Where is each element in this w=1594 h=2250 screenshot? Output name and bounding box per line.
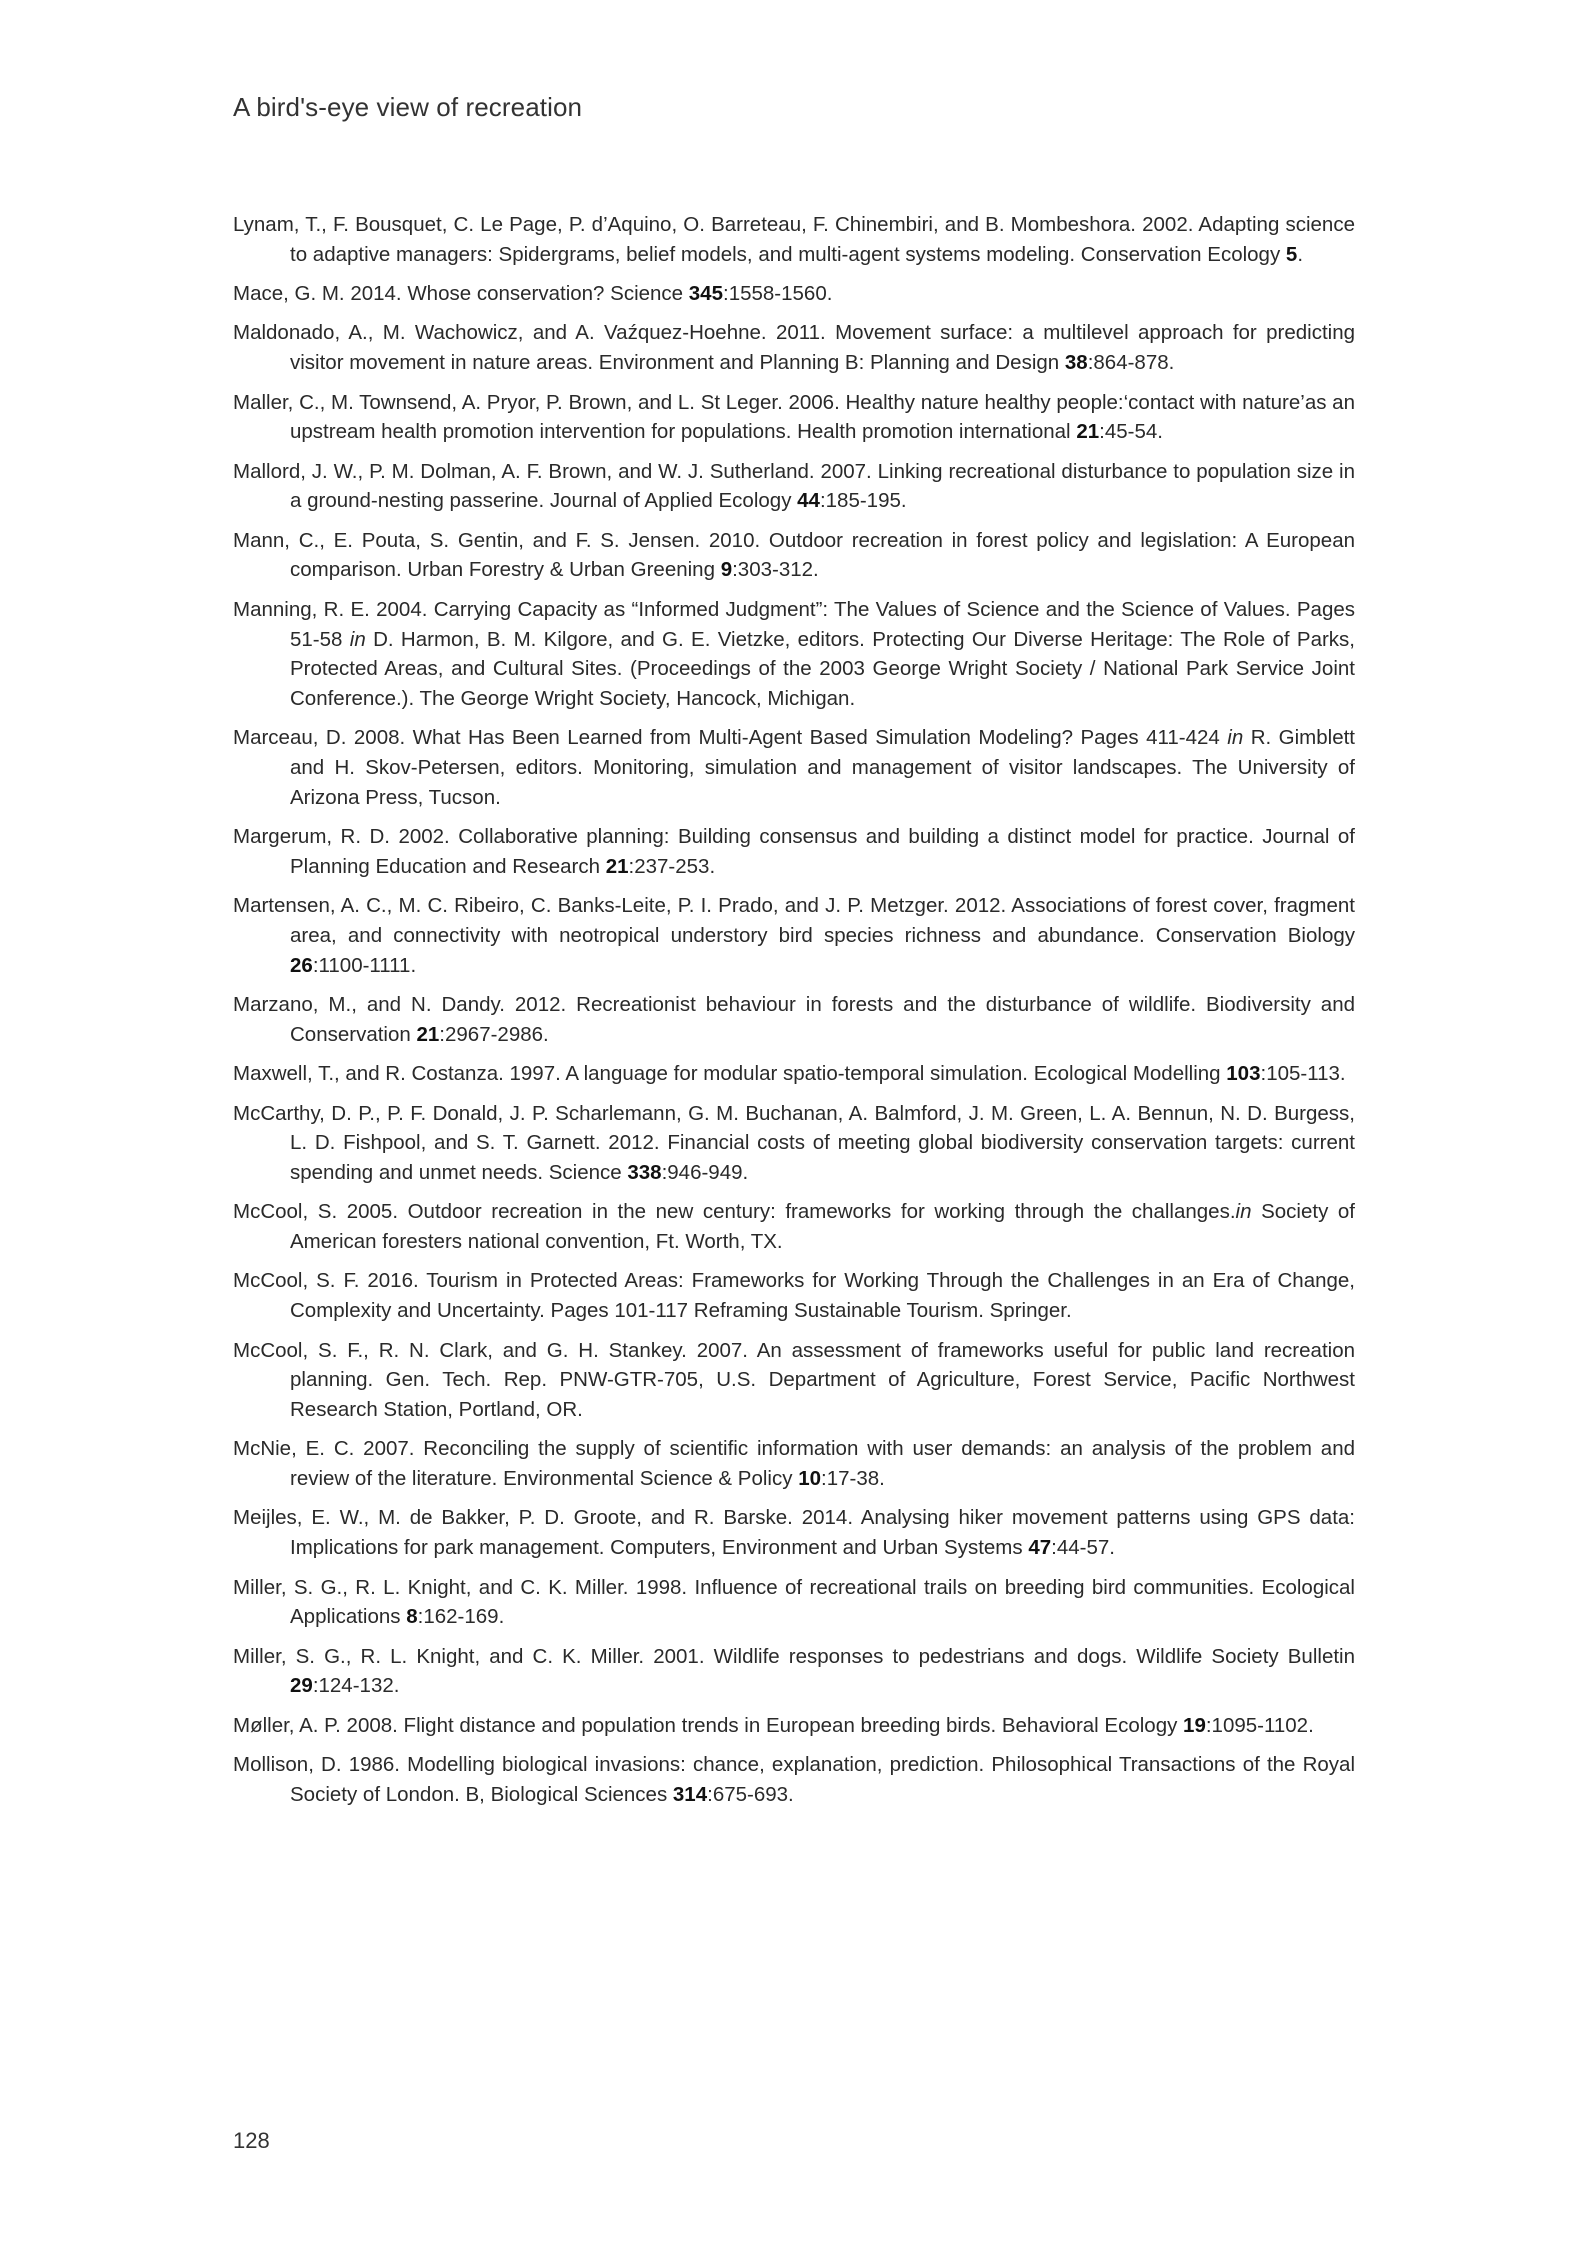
volume-number: 21 (1076, 420, 1100, 444)
reference-text: :185-195. (819, 489, 907, 513)
reference-entry (233, 1099, 1355, 1188)
reference-text: McCool, S. 2005. Outdoor recreation in the new century: frameworks for working through the challanges. (233, 1200, 1236, 1224)
reference-text: :1100-1111. (312, 953, 417, 977)
reference-text: Maxwell, T., and R. Costanza. 1997. A language for modular spatio-temporal simulation. Ecological Modelling (233, 1062, 1227, 1086)
reference-text: Mace, G. M. 2014. Whose conservation? Science (233, 282, 689, 306)
reference-text: :45-54. (1099, 420, 1163, 444)
reference-text: Mann, C., E. Pouta, S. Gentin, and F. S. Jensen. 2010. Outdoor recreation in forest policy and legislation: A European comparison. Urban Forestry & Urban Greening (233, 528, 1355, 582)
reference-entry (233, 388, 1355, 447)
volume-number: 21 (416, 1022, 440, 1046)
reference-text: Margerum, R. D. 2002. Collaborative planning: Building consensus and building a distinct model for practice. Journal of Planning Education and Research (233, 825, 1355, 878)
reference-text: :105-113. (1260, 1062, 1346, 1086)
reference-text: McCarthy, D. P., P. F. Donald, J. P. Scharlemann, G. M. Buchanan, A. Balmford, J. M. Green, L. A. Bennun, N. D. Burgess, L. D. Fishpool, and S. T. Garnett. 2012. Financial costs of meeting global biodiversity conservation targets: current spending and unmet needs. Science (233, 1101, 1355, 1184)
reference-entry (233, 1434, 1355, 1493)
volume-number: 44 (797, 489, 820, 513)
reference-text: Møller, A. P. 2008. Flight distance and population trends in European breeding birds. Behavioral Ecology (233, 1713, 1184, 1737)
reference-text: :1095-1102. (1205, 1713, 1314, 1737)
volume-number: 47 (1028, 1536, 1052, 1560)
reference-text: D. Harmon, B. M. Kilgore, and G. E. Vietzke, editors. Protecting Our Diverse Heritage: The Role of Parks, Protected Areas, and Cultural Sites. (Proceedings of the 2003 George Wright Society / National Park Service Joint Conference.). The George Wright Society, Hancock, Michigan. (290, 627, 1355, 710)
volume-number: 8 (406, 1605, 418, 1629)
italic-in: in (1227, 726, 1244, 750)
volume-number: 19 (1183, 1713, 1206, 1737)
reference-entry (233, 990, 1355, 1049)
reference-text: Lynam, T., F. Bousquet, C. Le Page, P. d’Aquino, O. Barreteau, F. Chinembiri, and B. Mombeshora. 2002. Adapting science to adaptive managers: Spidergrams, belief models, and multi-agent systems modeling. Conservation Ecology (233, 213, 1355, 266)
reference-text: Marceau, D. 2008. What Has Been Learned from Multi-Agent Based Simulation Modeling? Pages 411-424 (233, 726, 1228, 750)
reference-entry (233, 822, 1355, 881)
reference-text: :2967-2986. (439, 1022, 549, 1046)
volume-number: 5 (1285, 242, 1298, 266)
reference-text: Mallord, J. W., P. M. Dolman, A. F. Brown, and W. J. Sutherland. 2007. Linking recreational disturbance to population size in a ground-nesting passerine. Journal of Applied Ecology (233, 459, 1355, 513)
italic-in: in (1235, 1200, 1252, 1224)
reference-text: Society of American foresters national convention, Ft. Worth, TX. (290, 1200, 1355, 1254)
reference-entry (233, 526, 1355, 585)
reference-entry (233, 1266, 1355, 1325)
reference-text: :17-38. (821, 1467, 885, 1491)
reference-text: Maller, C., M. Townsend, A. Pryor, P. Brown, and L. St Leger. 2006. Healthy nature healthy people:‘contact with nature’as an upstream health promotion intervention for populations. Health promotion international (233, 390, 1355, 444)
reference-text: :1558-1560. (723, 282, 833, 306)
reference-entry (233, 891, 1355, 980)
reference-text: Marzano, M., and N. Dandy. 2012. Recreationist behaviour in forests and the disturbance of wildlife. Biodiversity and Conservation (233, 993, 1355, 1046)
italic-in: in (349, 627, 366, 651)
reference-text: :237-253. (628, 854, 716, 878)
reference-text: Maldonado, A., M. Wachowicz, and A. Vaźquez-Hoehne. 2011. Movement surface: a multilevel approach for predicting visitor movement in nature areas. Environment and Planning B: Planning and Design (233, 321, 1355, 375)
reference-text: :124-132. (312, 1674, 400, 1698)
reference-text: :44-57. (1051, 1536, 1115, 1560)
reference-entry (233, 1503, 1355, 1562)
volume-number: 338 (627, 1160, 662, 1184)
volume-number: 26 (290, 953, 313, 977)
reference-entry (233, 1642, 1355, 1701)
reference-text: Mollison, D. 1986. Modelling biological invasions: chance, explanation, prediction. Philosophical Transactions of the Royal Society of London. B, Biological Sciences (233, 1753, 1355, 1806)
reference-entry (233, 1573, 1355, 1632)
reference-text: :162-169. (417, 1605, 505, 1629)
page-number: 128 (233, 2128, 270, 2153)
reference-entry (233, 1059, 1355, 1089)
reference-text: Meijles, E. W., M. de Bakker, P. D. Groote, and R. Barske. 2014. Analysing hiker movement patterns using GPS data: Implications for park management. Computers, Environment and Urban Systems (233, 1506, 1355, 1560)
volume-number: 103 (1226, 1062, 1261, 1086)
reference-text: McCool, S. F., R. N. Clark, and G. H. Stankey. 2007. An assessment of frameworks useful for public land recreation planning. Gen. Tech. Rep. PNW-GTR-705, U.S. Department of Agriculture, Forest Service, Pacific Northwest Research Station, Portland, OR. (233, 1338, 1355, 1421)
reference-text: McCool, S. F. 2016. Tourism in Protected Areas: Frameworks for Working Through the Challenges in an Era of Change, Complexity and Uncertainty. Pages 101-117 Reframing Sustainable Tourism. Springer. (233, 1269, 1355, 1323)
reference-list (233, 210, 1355, 1819)
reference-entry (233, 279, 1355, 309)
volume-number: 29 (290, 1674, 313, 1698)
reference-entry (233, 595, 1355, 714)
reference-entry (233, 457, 1355, 516)
volume-number: 314 (672, 1782, 708, 1806)
reference-text: :675-693. (707, 1782, 794, 1806)
volume-number: 9 (720, 558, 733, 582)
running-header: A bird's-eye view of recreation (233, 92, 583, 122)
reference-text: Miller, S. G., R. L. Knight, and C. K. Miller. 2001. Wildlife responses to pedestrians and dogs. Wildlife Society Bulletin (233, 1644, 1355, 1668)
reference-entry (233, 1711, 1355, 1741)
reference-text: :303-312. (732, 558, 819, 582)
reference-text: R. Gimblett and H. Skov-Petersen, editors. Monitoring, simulation and management of visitor landscapes. The University of Arizona Press, Tucson. (290, 726, 1356, 809)
reference-text: McNie, E. C. 2007. Reconciling the supply of scientific information with user demands: an analysis of the problem and review of the literature. Environmental Science & Policy (233, 1437, 1355, 1491)
reference-text: Manning, R. E. 2004. Carrying Capacity as “Informed Judgment”: The Values of Science and the Science of Values. Pages 51-58 (233, 597, 1355, 651)
volume-number: 345 (688, 282, 723, 306)
reference-text: :946-949. (661, 1160, 749, 1184)
reference-entry (233, 318, 1355, 377)
reference-text: Miller, S. G., R. L. Knight, and C. K. Miller. 1998. Influence of recreational trails on breeding bird communities. Ecological Applications (233, 1575, 1355, 1629)
reference-entry (233, 210, 1355, 269)
reference-text: Martensen, A. C., M. C. Ribeiro, C. Banks-Leite, P. I. Prado, and J. P. Metzger. 2012. Associations of forest cover, fragment area, and connectivity with neotropical understory bird species richness and abundance. Conservation Biology (233, 894, 1355, 947)
reference-entry (233, 1197, 1355, 1256)
reference-entry (233, 1750, 1355, 1809)
reference-entry (233, 1336, 1355, 1425)
reference-text: :864-878. (1087, 351, 1175, 375)
volume-number: 38 (1064, 351, 1088, 375)
volume-number: 10 (798, 1467, 821, 1491)
reference-text: . (1297, 242, 1304, 266)
reference-entry (233, 723, 1355, 812)
volume-number: 21 (605, 854, 629, 878)
